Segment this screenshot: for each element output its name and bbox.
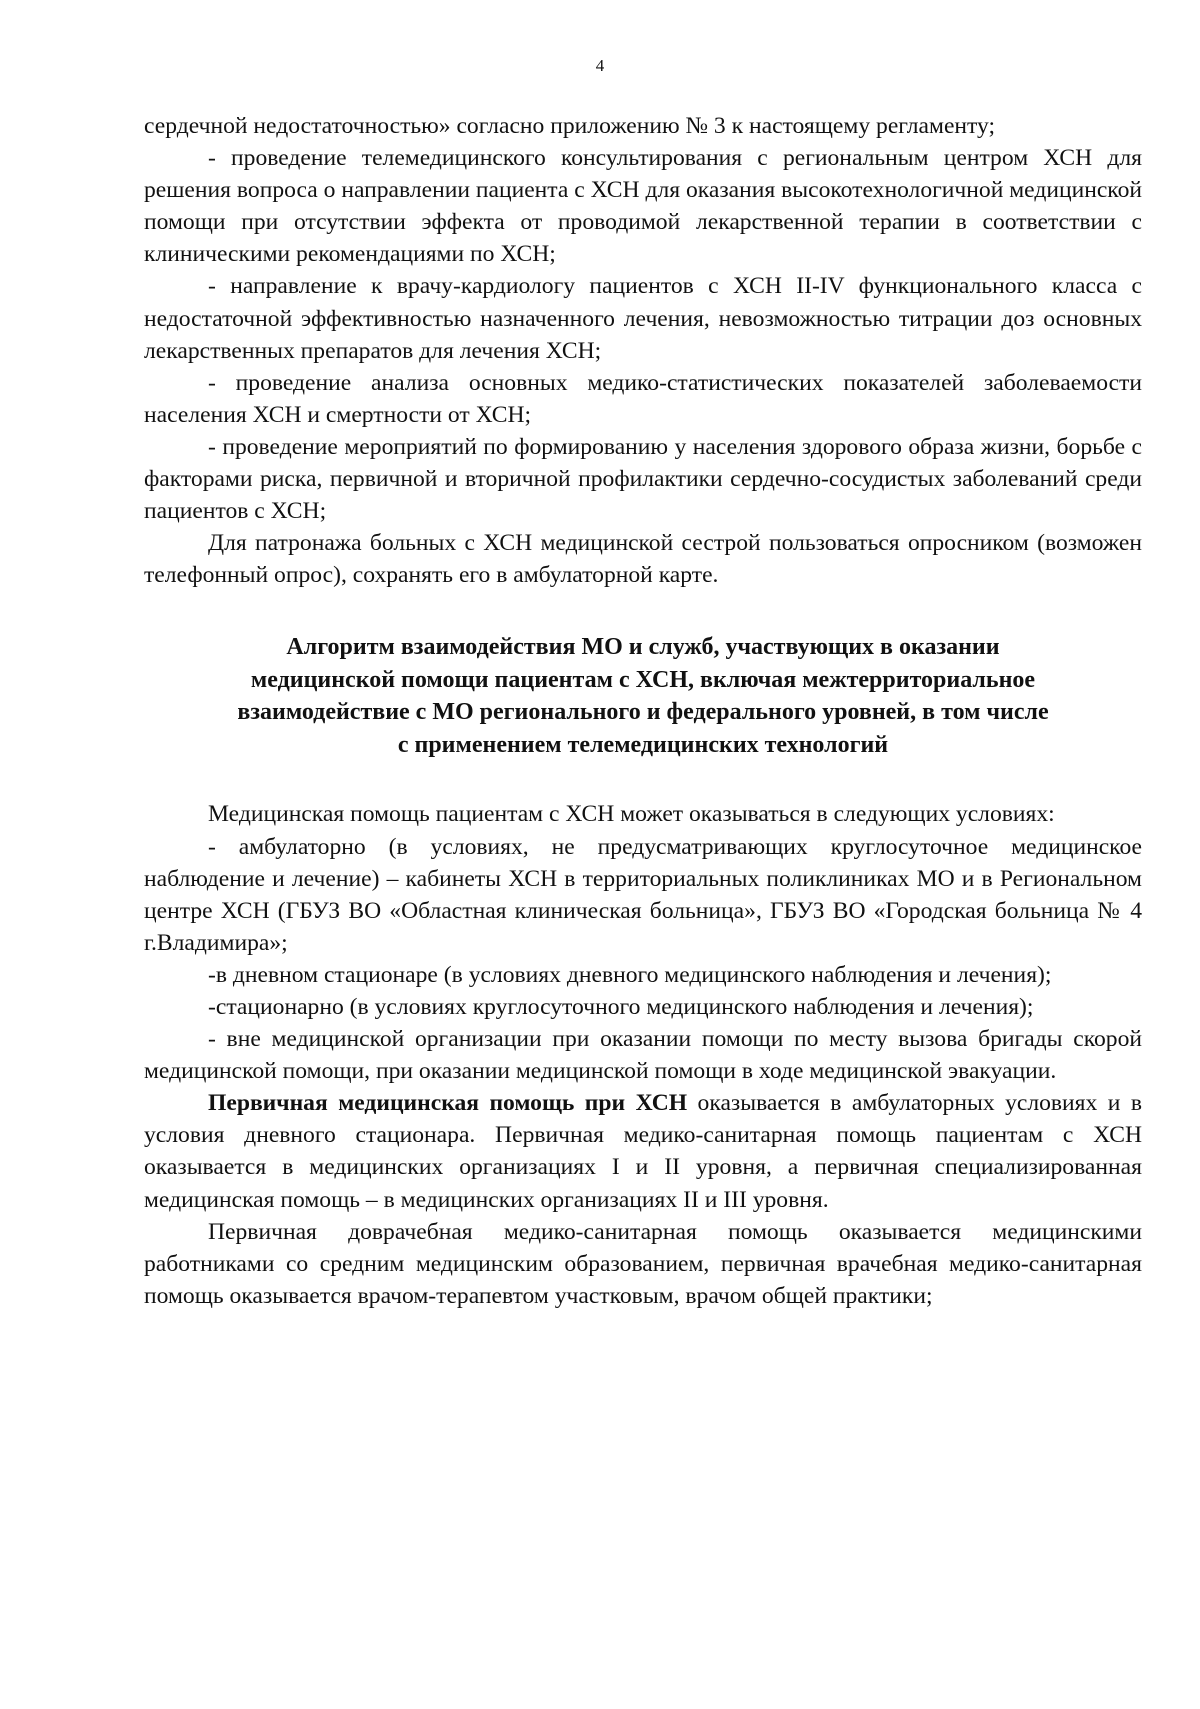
heading-line: Алгоритм взаимодействия МО и служб, участвующих в оказании xyxy=(286,634,1000,661)
paragraph: Медицинская помощь пациентам с ХСН может оказываться в следующих условиях: xyxy=(208,801,1055,828)
paragraph: -стационарно (в условиях круглосуточного медицинского наблюдения и лечения); xyxy=(208,993,1034,1020)
paragraph: - проведение анализа основных медико-статистических показателей заболеваемости населения ХСН и смертности от ХСН; xyxy=(144,369,1142,428)
paragraph: - проведение телемедицинского консультирования с региональным центром ХСН для решения вопроса о направлении пациента с ХСН для оказания высокотехнологичной медицинской помощи при отсутствии эффекта от проводимой лекарственной терапии в соответствии с клиническими рекомендациями по ХСН; xyxy=(144,145,1142,268)
paragraph: Первичная доврачебная медико-санитарная помощь оказывается медицинскими работниками со средним медицинским образованием, первичная врачебная медико-санитарная помощь оказывается врачом-терапевтом участковым, врачом общей практики; xyxy=(144,1218,1142,1309)
page-number: 4 xyxy=(595,56,605,75)
paragraph: - амбулаторно (в условиях, не предусматривающих круглосуточное медицинское наблюдение и лечение) – кабинеты ХСН в территориальных поликлиниках МО и в Региональном центре ХСН (ГБУЗ ВО «Областная клиническая больница», ГБУЗ ВО «Городская больница № 4 г.Владимира»; xyxy=(144,833,1142,956)
bold-lead: Первичная медицинская помощь при ХСН xyxy=(208,1090,688,1117)
section-heading xyxy=(144,631,1142,761)
paragraph: сердечной недостаточностью» согласно приложению № 3 к настоящему регламенту; xyxy=(144,113,996,139)
paragraph-text: оказывается в амбулаторных условиях и в условия дневного стационара. Первичная медико-санитарная помощь пациентам с ХСН оказывается в медицинских организациях I и II уровня, а первичная специализированная медицинская помощь – в медицинских организациях II и III уровня. xyxy=(144,1090,1142,1213)
heading-line: медицинской помощи пациентам с ХСН, включая межтерриториальное xyxy=(250,666,1036,693)
paragraph: -в дневном стационаре (в условиях дневного медицинского наблюдения и лечения); xyxy=(208,961,1052,988)
paragraph-primary-care xyxy=(144,1087,1142,1215)
paragraph: - направление к врачу-кардиологу пациентов с ХСН II-IV функционального класса с недостаточной эффективностью назначенного лечения, невозможностью титрации доз основных лекарственных препаратов для лечения ХСН; xyxy=(144,273,1142,364)
paragraph: - проведение мероприятий по формированию у населения здорового образа жизни, борьбе с факторами риска, первичной и вторичной профилактики сердечно-сосудистых заболеваний среди пациентов с ХСН; xyxy=(144,433,1142,525)
heading-line: взаимодействие с МО регионального и федерального уровней, в том числе xyxy=(237,699,1049,726)
heading-line: с применением телемедицинских технологий xyxy=(397,731,889,758)
paragraph: Для патронажа больных с ХСН медицинской сестрой пользоваться опросником (возможен телефонный опрос), сохранять его в амбулаторной карте. xyxy=(144,530,1142,589)
document-body xyxy=(144,110,1142,1312)
paragraph: - вне медицинской организации при оказании помощи по месту вызова бригады скорой медицинской помощи, при оказании медицинской помощи в ходе медицинской эвакуации. xyxy=(144,1026,1142,1085)
